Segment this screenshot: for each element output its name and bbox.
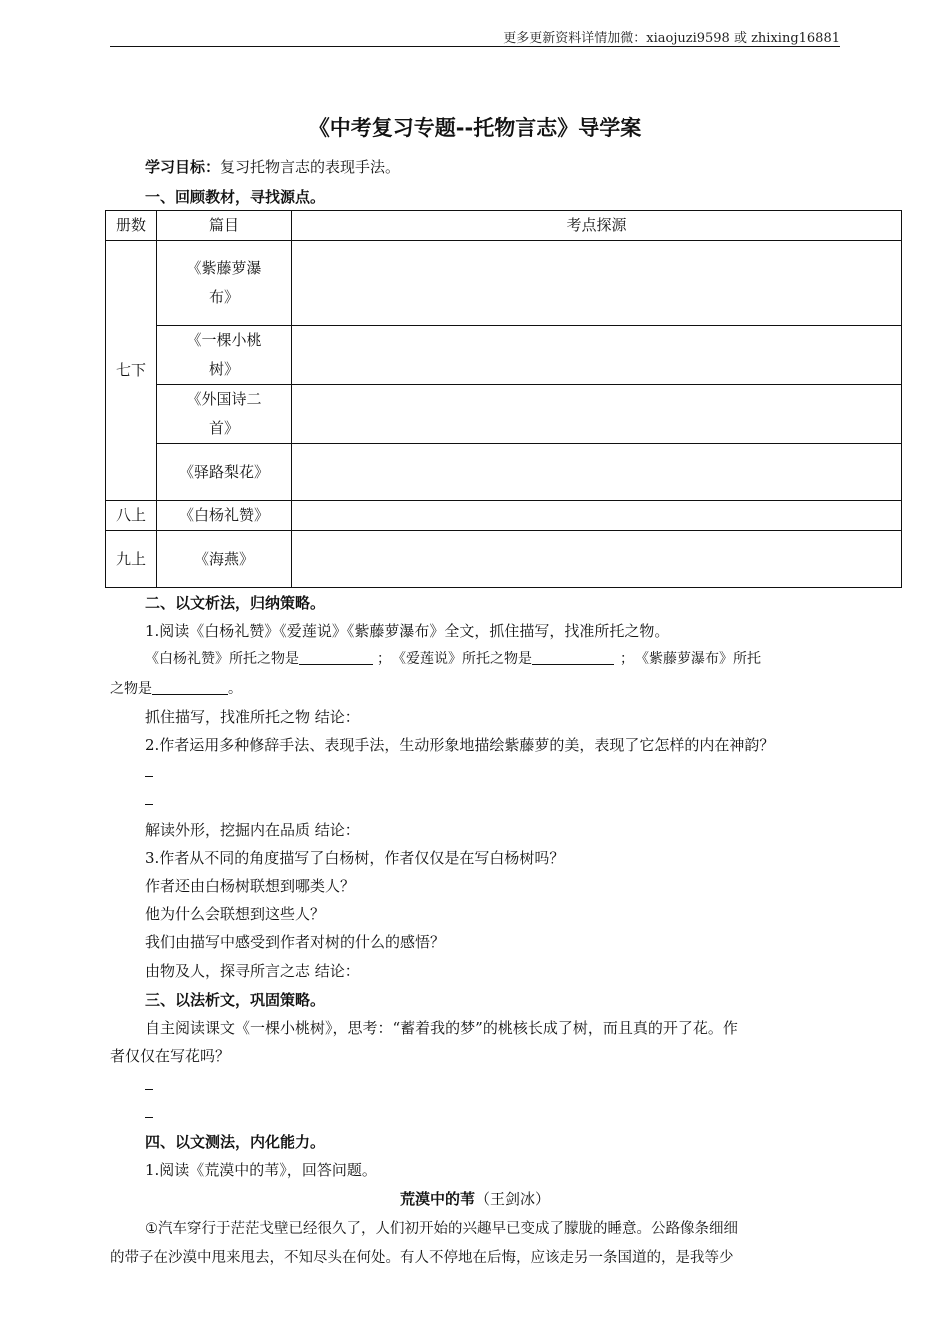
section3-heading: 三、以法析文，巩固策略。: [145, 991, 326, 1009]
answer-dash[interactable]: [145, 1117, 153, 1118]
article-cell: [157, 241, 292, 326]
header-volume: 册数: [106, 211, 157, 241]
section4-question-1: 1.阅读《荒漠中的苇》，回答问题。: [145, 1161, 377, 1179]
fill-sep-1: ；: [377, 651, 391, 667]
question-1: 1.阅读《白杨礼赞》《爱莲说》《紫藤萝瀑布》全文，抓住描写，找准所托之物。: [145, 622, 670, 640]
source-table: [105, 210, 902, 588]
fill-line-1: [145, 648, 761, 668]
answer-dash[interactable]: [145, 804, 153, 805]
article-cell: [157, 444, 292, 501]
question-3c: 他为什么会联想到这些人？: [145, 905, 326, 923]
header-article: 篇目: [157, 211, 292, 241]
source-cell[interactable]: [292, 444, 902, 501]
section2-heading: 二、以文析法，归纳策略。: [145, 594, 326, 612]
fill-b-label: 《爱莲说》所托之物是: [399, 651, 532, 667]
conclusion-2: 解读外形，挖掘内在品质 结论：: [145, 821, 360, 839]
source-cell[interactable]: [292, 385, 902, 444]
article-cell: [157, 326, 292, 385]
essay-title: [0, 1188, 950, 1209]
volume-cell: 九上: [106, 531, 157, 588]
essay-paragraph-line: ①汽车穿行于茫茫戈壁已经很久了，人们初开始的兴趣早已变成了朦胧的睡意。公路像条细细: [145, 1221, 738, 1237]
section4-heading: 四、以文测法，内化能力。: [145, 1133, 326, 1151]
table-row: [106, 444, 902, 501]
question-3b: 作者还由白杨树联想到哪类人？: [145, 877, 356, 895]
table-header-row: [106, 211, 902, 241]
learning-goal: [145, 156, 400, 177]
article-line: 《紫藤萝瀑: [186, 259, 262, 277]
article-line: 《外国诗二: [186, 390, 262, 408]
fill-d-label: 之物是: [110, 681, 152, 697]
source-cell[interactable]: [292, 326, 902, 385]
article-cell: [157, 501, 292, 531]
answer-dash[interactable]: [145, 1089, 153, 1090]
question-2: 2.作者运用多种修辞手法、表现手法，生动形象地描绘紫藤萝的美，表现了它怎样的内在神韵？: [145, 736, 775, 754]
header-source: 考点探源: [292, 211, 902, 241]
article-cell: [157, 531, 292, 588]
article-line: 布》: [208, 288, 239, 306]
fill-a-label: 《白杨礼赞》所托之物是: [145, 651, 299, 667]
article-line: 《白杨礼赞》: [178, 506, 269, 524]
fill-end: 。: [228, 681, 242, 697]
fill-line-2: [110, 678, 242, 698]
header-rule: [110, 46, 840, 47]
table-row: [106, 531, 902, 588]
source-cell[interactable]: [292, 501, 902, 531]
section1-heading: 一、回顾教材，寻找源点。: [145, 188, 326, 206]
page-title: 《中考复习专题--托物言志》导学案: [308, 116, 642, 140]
article-line: 树》: [208, 360, 239, 378]
article-line: 首》: [208, 419, 239, 437]
fill-c-label: 《紫藤萝瀑布》所托: [642, 651, 761, 667]
fill-blank-a[interactable]: [299, 649, 373, 665]
source-cell[interactable]: [292, 531, 902, 588]
table-row: [106, 241, 902, 326]
essay-paragraph-line: 的带子在沙漠中甩来甩去，不知尽头在何处。有人不停地在后悔，应该走另一条国道的，是我等少: [110, 1250, 734, 1266]
question-3: 3.作者从不同的角度描写了白杨树，作者仅仅是在写白杨树吗？: [145, 849, 565, 867]
volume-cell: 八上: [106, 501, 157, 531]
table-row: [106, 501, 902, 531]
section3-text-2: 者仅仅在写花吗？: [110, 1047, 231, 1065]
answer-dash[interactable]: [145, 776, 153, 777]
conclusion-1: 抓住描写，找准所托之物 结论：: [145, 708, 360, 726]
table-row: [106, 385, 902, 444]
fill-sep-2: ；: [620, 651, 634, 667]
section3-text-1: 自主阅读课文《一棵小桃树》，思考：“蓄着我的梦”的桃核长成了树，而且真的开了花。作: [145, 1019, 738, 1037]
article-line: 《一棵小桃: [186, 331, 262, 349]
goal-label: 学习目标：: [145, 158, 221, 176]
article-cell: [157, 385, 292, 444]
article-line: 《海燕》: [193, 549, 254, 568]
volume-cell: 七下: [106, 241, 157, 501]
fill-blank-c[interactable]: [152, 679, 228, 695]
conclusion-3: 由物及人，探寻所言之志 结论：: [145, 962, 360, 980]
header-note: 更多更新资料详情加微：xiaojuzi9598 或 zhixing16881: [503, 31, 840, 46]
question-3d: 我们由描写中感受到作者对树的什么的感悟？: [145, 933, 446, 951]
essay-author: （王剑冰）: [475, 1190, 551, 1208]
table-row: [106, 326, 902, 385]
article-line: 《驿路梨花》: [178, 462, 269, 481]
source-cell[interactable]: [292, 241, 902, 326]
goal-text: 复习托物言志的表现手法。: [220, 158, 401, 176]
fill-blank-b[interactable]: [532, 649, 614, 665]
essay-title-text: 荒漠中的苇: [399, 1190, 475, 1208]
